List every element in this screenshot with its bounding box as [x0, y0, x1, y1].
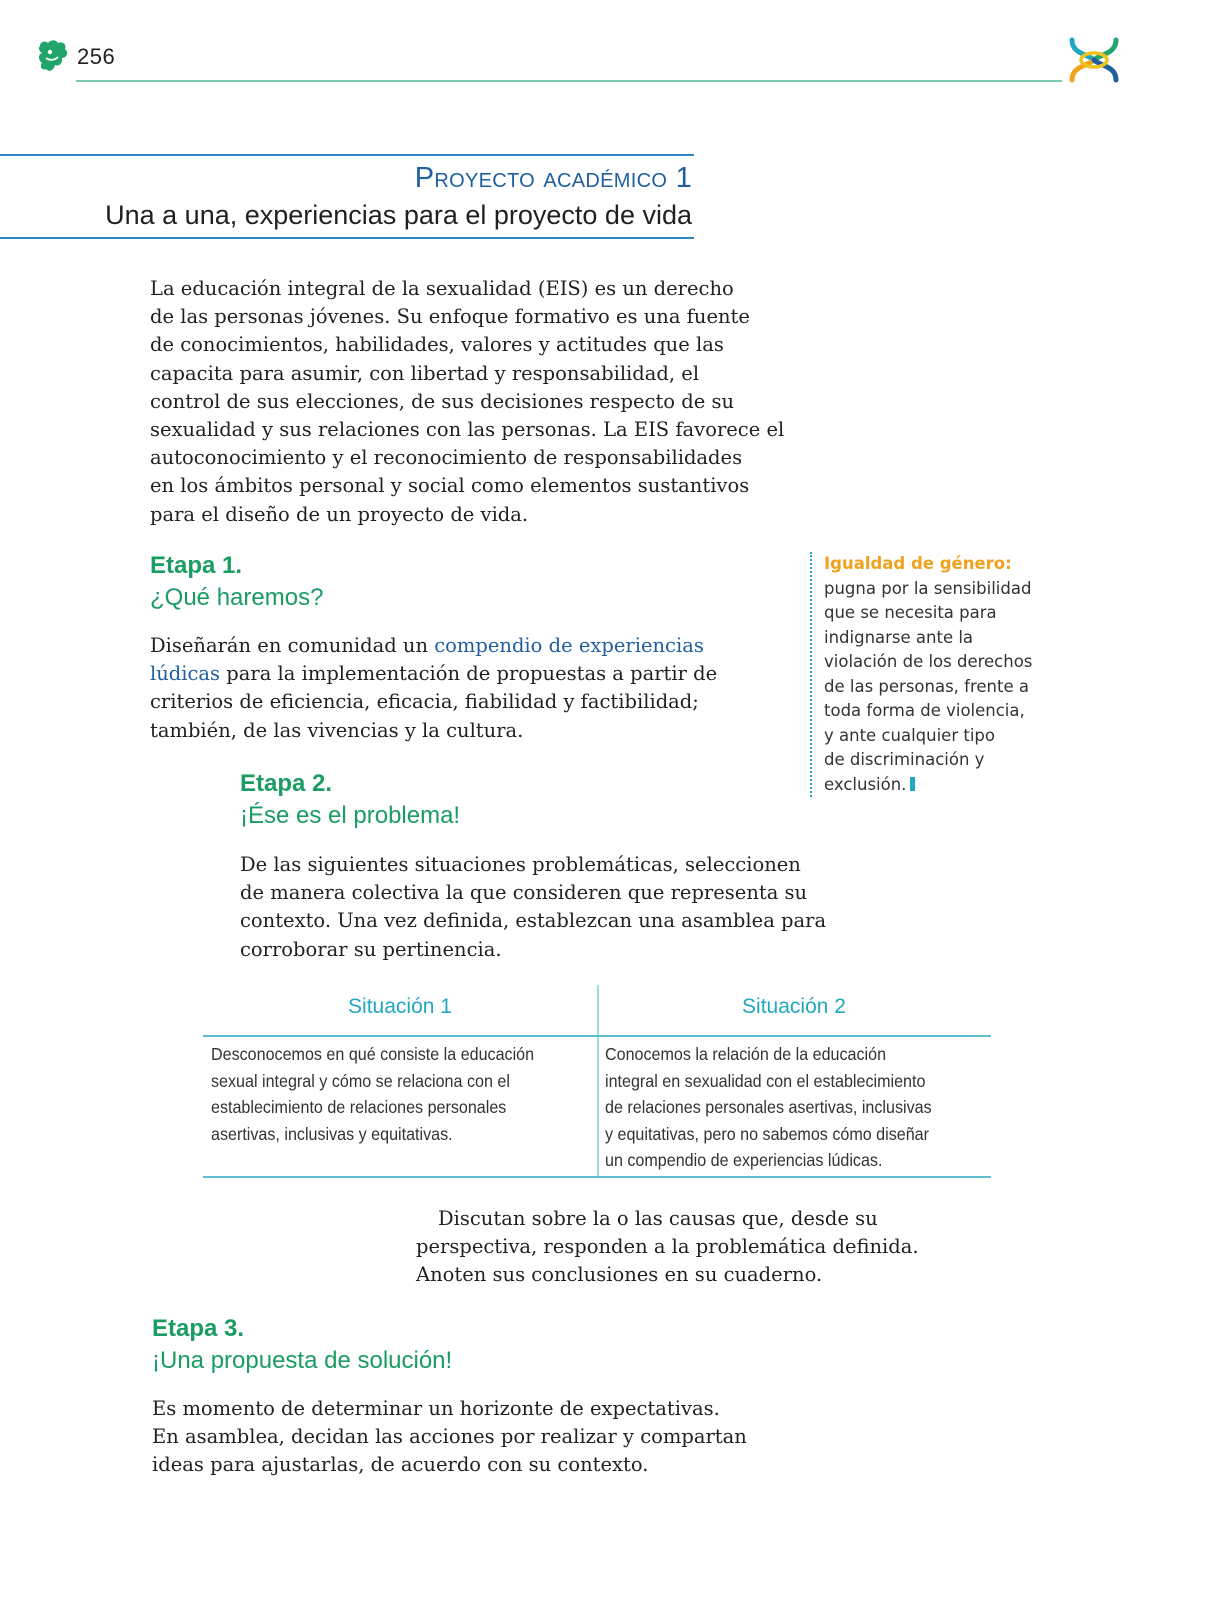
glossary-term: Igualdad de género: — [824, 554, 1012, 573]
text-line: de conocimientos, habilidades, valores y actitudes que las — [150, 333, 724, 357]
text-line: Anoten sus conclusiones en su cuaderno. — [416, 1263, 823, 1287]
text-line — [150, 632, 717, 660]
green-figure-icon — [36, 38, 70, 74]
etapa-3-heading — [152, 1313, 452, 1377]
text-line: Desconocemos en qué consiste la educación — [211, 1044, 535, 1064]
etapa-3-subtitle: ¡Una propuesta de solución! — [152, 1347, 453, 1374]
etapa-1-heading — [150, 550, 323, 614]
text-line: asertivas, inclusivas y equitativas. — [211, 1123, 453, 1144]
glossary-line: pugna por la sensibilidad — [824, 578, 1032, 598]
text-line: capacita para asumir, con libertad y responsabilidad, el — [150, 361, 700, 385]
text-line: de relaciones personales asertivas, inclusivas — [605, 1097, 932, 1117]
text-line: de las personas jóvenes. Su enfoque formativo es una fuente — [150, 305, 750, 329]
glossary-line: indignarse ante la — [824, 627, 974, 647]
text-line: criterios de eficiencia, eficacia, fiabilidad y factibilidad; — [150, 690, 699, 714]
glossary-term-link: compendio de experiencias — [434, 634, 704, 657]
text-line — [150, 660, 717, 688]
situation-1-text — [211, 1041, 534, 1147]
text-line: de manera colectiva la que consideren que representa su — [240, 881, 808, 905]
glossary-line: que se necesita para — [824, 603, 997, 622]
project-label: Proyecto académico 1 — [414, 162, 692, 194]
situation-2-column — [597, 985, 991, 1177]
etapa-3-paragraph — [152, 1395, 747, 1480]
title-bottom-rule — [0, 237, 694, 239]
etapa-1-subtitle: ¿Qué haremos? — [150, 584, 324, 611]
text-line: integral en sexualidad con el establecimiento — [605, 1070, 926, 1091]
glossary-line-text: exclusión. — [824, 774, 907, 794]
end-mark-icon — [910, 777, 915, 791]
glossary-line — [824, 773, 1074, 798]
glossary-line: toda forma de violencia, — [824, 701, 1025, 720]
glossary-line: de las personas, frente a — [824, 676, 1029, 696]
etapa-2-number: Etapa 2. — [240, 770, 333, 797]
text-line: ideas para ajustarlas, de acuerdo con su contexto. — [152, 1453, 649, 1477]
text-line: De las siguientes situaciones problemáticas, seleccionen — [240, 853, 801, 876]
etapa-1-paragraph — [150, 632, 717, 745]
text-line: En asamblea, decidan las acciones por realizar y compartan — [152, 1425, 747, 1449]
table-header-rule — [203, 1035, 991, 1037]
text-line: contexto. Una vez definida, establezcan una asamblea para — [240, 909, 827, 933]
text-line: control de sus elecciones, de sus decisiones respecto de su — [150, 389, 735, 413]
text-line: corroborar su pertinencia. — [240, 937, 502, 961]
text-segment: Diseñarán en comunidad un — [150, 634, 435, 657]
page-number: 256 — [77, 44, 116, 69]
text-line: sexual integral y cómo se relaciona con el — [211, 1070, 510, 1091]
glossary-term-link: lúdicas — [150, 662, 221, 686]
etapa-3-number: Etapa 3. — [152, 1315, 245, 1342]
table-bottom-rule — [203, 1176, 991, 1178]
situation-2-title: Situación 2 — [742, 995, 846, 1018]
text-line: Es momento de determinar un horizonte de expectativas. — [152, 1397, 720, 1420]
etapa-2-subtitle: ¡Ése es el problema! — [240, 802, 461, 829]
interlaced-rings-icon — [1066, 34, 1122, 86]
text-line: Discutan sobre la o las causas que, desde su — [438, 1207, 878, 1230]
text-line: establecimiento de relaciones personales — [211, 1097, 507, 1117]
text-line: autoconocimiento y el reconocimiento de responsabilidades — [150, 446, 743, 470]
etapa-2-paragraph — [240, 851, 826, 964]
glossary-sidebar — [810, 552, 1074, 797]
etapa-1-number: Etapa 1. — [150, 552, 243, 579]
text-line: para el diseño de un proyecto de vida. — [150, 502, 529, 526]
text-line: perspectiva, responden a la problemática definida. — [416, 1235, 919, 1259]
situation-2-text — [605, 1041, 932, 1174]
text-line: también, de las vivencias y la cultura. — [150, 718, 524, 742]
text-line: en los ámbitos personal y social como elementos sustantivos — [150, 474, 750, 498]
text-line: sexualidad y sus relaciones con las personas. La EIS favorece el — [150, 418, 785, 442]
glossary-line: de discriminación y — [824, 750, 985, 769]
glossary-line: violación de los derechos — [824, 652, 1033, 671]
situation-1-title: Situación 1 — [348, 995, 452, 1018]
project-subtitle: Una a una, experiencias para el proyecto de vida — [105, 200, 692, 230]
text-segment: para la implementación de propuestas a partir de — [220, 662, 718, 686]
glossary-line: y ante cualquier tipo — [824, 725, 995, 745]
situation-1-column — [203, 985, 597, 1177]
table-column-divider — [597, 985, 599, 1177]
title-top-rule — [0, 154, 694, 156]
text-line: y equitativas, pero no sabemos cómo diseñar — [605, 1123, 929, 1144]
text-line: un compendio de experiencias lúdicas. — [605, 1150, 883, 1170]
text-line: Conocemos la relación de la educación — [605, 1044, 887, 1064]
intro-paragraph — [150, 275, 784, 529]
text-line: La educación integral de la sexualidad (EIS) es un derecho — [150, 277, 734, 300]
header-rule — [76, 80, 1062, 82]
etapa-2-heading — [240, 768, 460, 832]
discussion-paragraph — [416, 1205, 919, 1290]
